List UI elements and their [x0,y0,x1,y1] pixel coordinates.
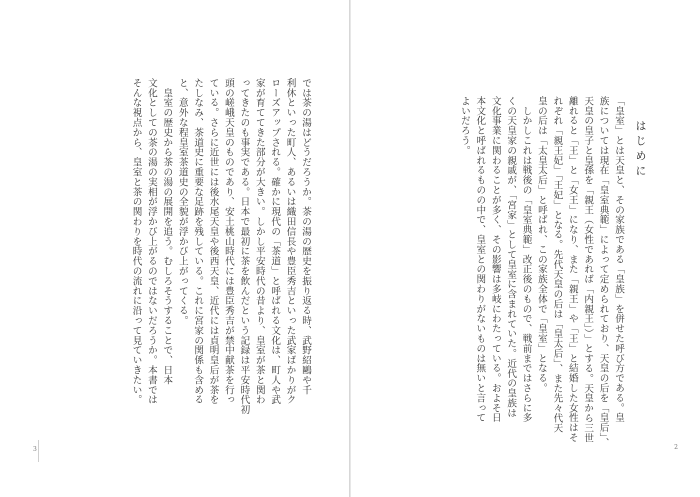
left-page [0,0,349,497]
chapter-heading: はじめに [634,120,647,180]
left-page-body-text: では茶の湯はどうだろうか。茶の湯の歴史を振り返る時、武野紹鷗や千 利休といった町人、あるいは織田信長や豊臣秀吉といった武家ばかりがク ローズアップされる。確かに現代の「茶道」と呼ばれる文化は、町人や武 家が育ててきた部分が大きい。しかし平安時代の昔より、皇室が茶と関わ ってきたのも事実である。日本で最初に茶を飲んだという記録は平安時代初 頭の嵯峨天皇のものであり、安土桃山時代には豊臣秀吉が禁中献茶を行っ ている。さらに近世には後水尾天皇や後西天皇、近代には貞明皇后が茶を たしなみ、茶道史に重要な足跡を残している。これに宮家の関係も含める と、意外な程皇室茶道史の全貌が浮かび上がってくる。 皇室の歴史から茶の湯の展開を追う。むしろそうすることで、日本 文化としての茶の湯の実相が浮かび上がるのではないだろうか。本書では そんな視点から、皇室と茶の関わりを時代の流れに沿って見ていきたい。 [130,78,311,415]
margin-rule [38,440,39,462]
right-page-body-text: 「皇室」とは天皇と、その家族である「皇族」を併せた呼び方である。皇 族については現在「皇室典範」によって定められており、天皇の后を「皇后」、 天皇の皇子と皇孫を「親王（女性であれば「内親王」）」とする。天皇から三世 離れると「王」と「女王」になり、また「親王」や「王」と結婚した女性はそ れぞれ「親王妃」「王妃」となる。先代天皇の后は「皇太后」、また先々代天 皇の后は「太皇太后」と呼ばれ、この家族全体で「皇室」となる。 しかしこれは戦後の「皇室典範」改正後のもので、戦前まではさらに多 くの天皇家の親戚が、「宮家」として皇室に含まれていた。近代の皇族は 文化事業に関わることが多く、その影響は多岐にわたっている。およそ日 本文化と呼ばれるものの中で、皇室との関わりがないものは無いと言って よいだろう。 [458,96,624,448]
right-page [351,0,700,497]
right-page-number: 2 [674,444,678,451]
left-page-number: 3 [33,446,37,453]
